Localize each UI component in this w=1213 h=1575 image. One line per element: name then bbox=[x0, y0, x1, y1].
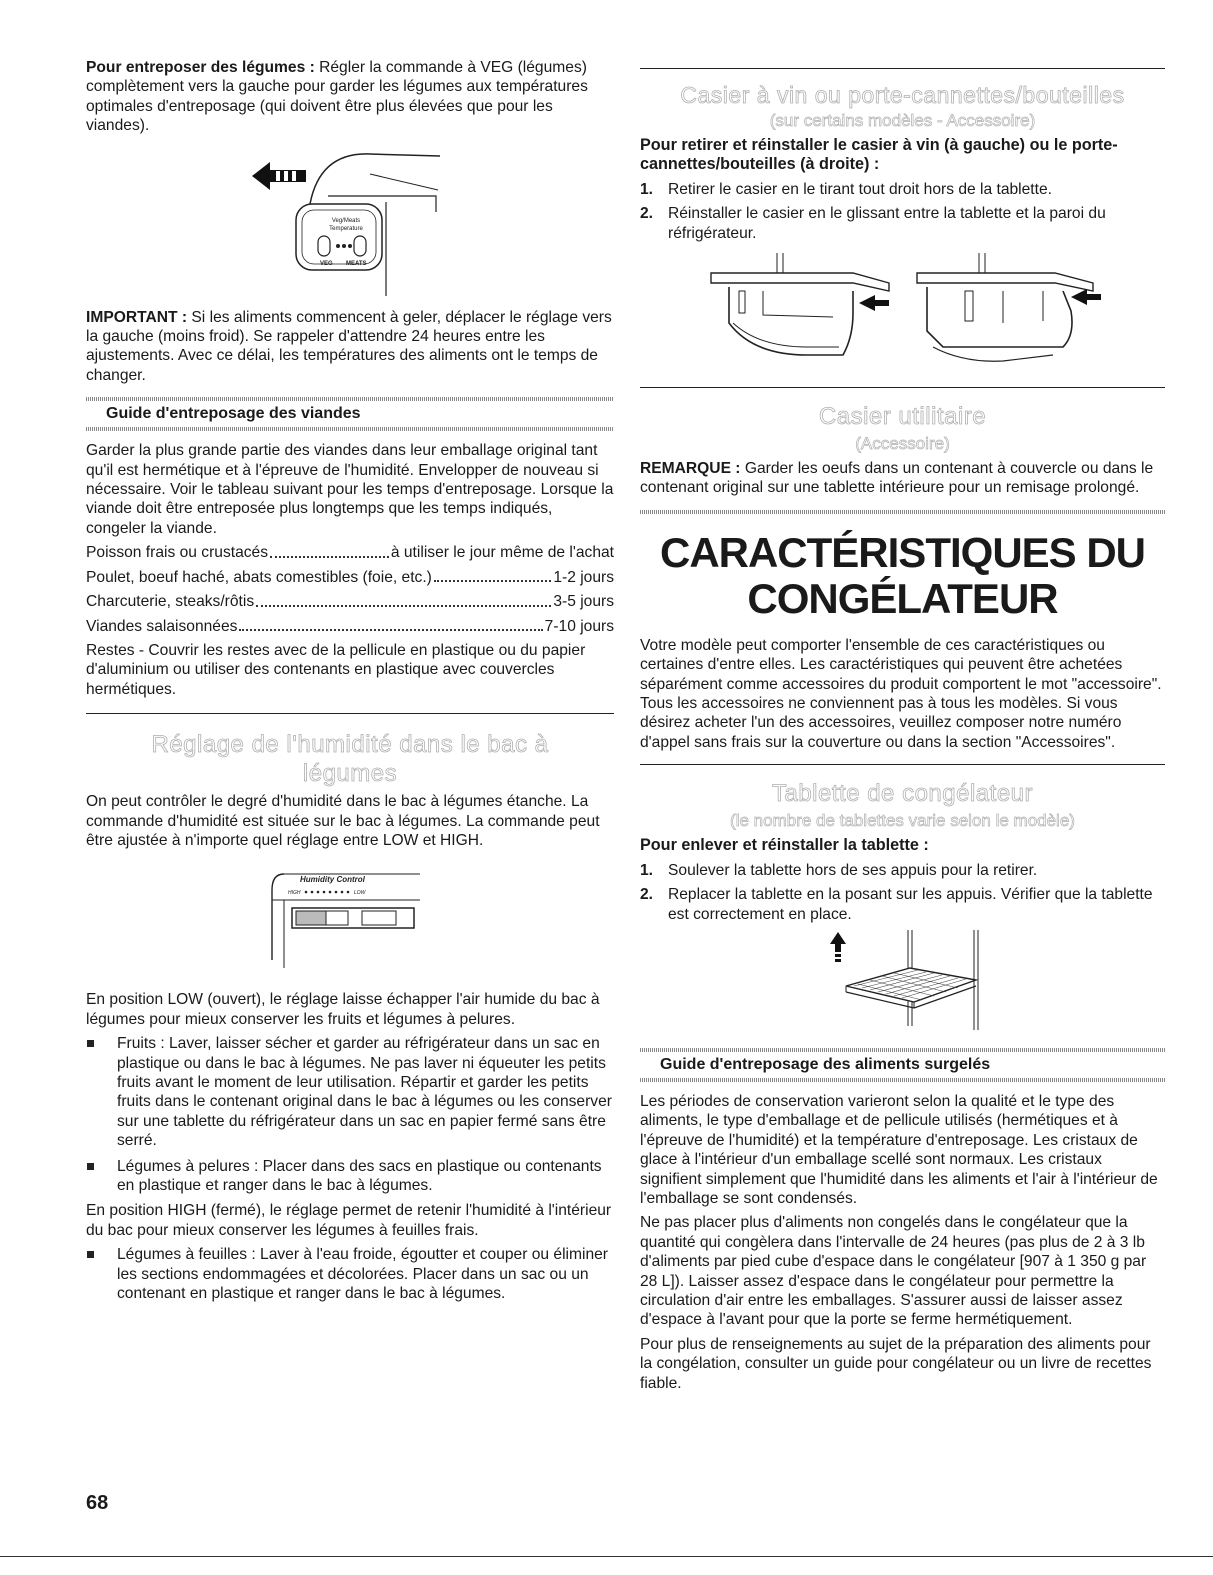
wine-rack-figure bbox=[703, 251, 1103, 377]
fig2-high: HIGH bbox=[288, 890, 301, 897]
right-column bbox=[640, 58, 1165, 1398]
humidity-text: On peut contrôler le degré d'humidité dans le bac à légumes étanche. La commande d'humidité est située sur le bac à légumes. La commande peut être ajustée à n'importe quel réglage entre LOW et HIGH. bbox=[86, 793, 600, 849]
frozen-paragraph-2: Ne pas placer plus d'aliments non congelés dans le congélateur que la quantité qui congèlera dans l'intervalle de 24 heures (pas plus de 2 à 3 lb d'aliments par pied cube d'espace dans le congélateur [907 à 1 350 g par 28 L]). Laisser assez d'espace dans le congélateur pour permettre la circulation d'air entre les emballages. S'assurer aussi de laisser assez d'espace à l'avant pour que la porte se ferme hermétiquement. bbox=[640, 1214, 1147, 1329]
arrow-icon bbox=[859, 295, 889, 311]
section-rule bbox=[640, 764, 1165, 765]
shelf-title: Tablette de congélateur bbox=[771, 780, 1033, 808]
step-text: Retirer le casier en le tirant tout droit hors de la tablette. bbox=[668, 180, 1052, 198]
meat-row-label: Viandes salaisonnées bbox=[86, 617, 238, 635]
list-item: Fruits : Laver, laisser sécher et garder au réfrigérateur dans un sac en plastique ou dans le bac à légumes. Ne pas laver ni équeuter les petits fruits avant le moment de leur utilisation. Répartir et garder les petits fruits dans le contenant original dans le bac à légumes ou les conserver sur une tablette du réfrigérateur dans un sac en papier fermé sans être serré. bbox=[86, 1034, 614, 1150]
temperature-control-illustration bbox=[250, 142, 450, 300]
low-text: En position LOW (ouvert), le réglage laisse échapper l'air humide du bac à légumes pour mieux conserver les fruits et légumes à pelures. bbox=[86, 991, 600, 1028]
veg-meat-control-figure bbox=[250, 142, 450, 300]
fig1-line2: Temperature bbox=[329, 225, 363, 232]
list-item: Légumes à feuilles : Laver à l'eau froide, égoutter et couper ou éliminer les sections endommagées et décolorées. Placer dans un sac ou un contenant en plastique et ranger dans le bac à légumes. bbox=[86, 1245, 614, 1303]
step-number: 1. bbox=[640, 180, 654, 198]
meat-row-label: Charcuterie, steaks/rôtis bbox=[86, 593, 255, 611]
meat-row-value: 7-10 jours bbox=[544, 617, 614, 635]
meat-row-value: 3-5 jours bbox=[553, 593, 614, 611]
wine-subtitle: (sur certains modèles - Accessoire) bbox=[769, 111, 1036, 130]
frozen-paragraph-3: Pour plus de renseignements au sujet de la préparation des aliments pour la congélation, consulter un guide pour congélateur ou un livre de recettes fiable. bbox=[640, 1335, 1152, 1392]
important-text: Si les aliments commencent à geler, déplacer le réglage vers la gauche (moins froid). Se rappeler d'attendre 24 heures entre les ajustements. Avec ce délai, les températures des aliments ont le temps de changer. bbox=[86, 308, 612, 384]
remark-label: REMARQUE : bbox=[640, 460, 741, 478]
fig1-line1: Veg/Meats bbox=[331, 217, 361, 224]
frozen-guide-title: Guide d'entreposage des aliments surgelés bbox=[660, 1055, 991, 1073]
up-arrow-icon bbox=[830, 932, 846, 952]
features-text: Votre modèle peut comporter l'ensemble de ces caractéristiques ou certaines d'entre elles. Les caractéristiques qui peuvent être achetées séparément comme accessoires du produit comportent le mot "accessoire". Tous les accessoires ne conviennent pas à tous les modèles. Si vous désirez acheter l'un des accessoires, veuillez composer notre numéro d'appel sans frais sur la couverture ou dans la section "Accessoires". bbox=[640, 636, 1162, 751]
meat-guide-title: Guide d'entreposage des viandes bbox=[106, 405, 361, 423]
fig1-veg: VEG bbox=[320, 260, 333, 267]
humidity-title-line1: Réglage de l'humidité dans le bac à bbox=[151, 731, 549, 759]
meat-intro: Garder la plus grande partie des viandes dans leur emballage original tant qu'il est hermétique et à l'épreuve de l'humidité. Envelopper de nouveau si nécessaire. Voir le tableau suivant pour les temps d'entreposage. Lorsque la viande doit être entreposée plus longtemps que les temps indiqués, congeler la viande. bbox=[86, 442, 614, 537]
high-text: En position HIGH (fermé), le réglage permet de retenir l'humidité à l'intérieur du bac pour mieux conserver les légumes à feuilles frais. bbox=[86, 1202, 612, 1239]
can-rack-right bbox=[917, 253, 1093, 361]
wine-title: Casier à vin ou porte-cannettes/bouteilles bbox=[680, 82, 1125, 108]
step-number: 1. bbox=[640, 861, 654, 879]
step-text: Replacer la tablette en la posant sur les appuis. Vérifier que la tablette est correctement en place. bbox=[668, 886, 1153, 923]
remark-paragraph bbox=[640, 459, 1165, 498]
humidity-control-figure bbox=[270, 860, 430, 984]
list-item bbox=[640, 885, 1165, 924]
veg-paragraph bbox=[86, 58, 614, 136]
step-text: Réinstaller le casier en le glissant entre la tablette et la paroi du réfrigérateur. bbox=[668, 205, 1106, 242]
arrow-icon bbox=[1071, 289, 1101, 305]
wine-rack-illustration bbox=[703, 251, 1103, 377]
important-label: IMPORTANT : bbox=[86, 308, 188, 326]
divider bbox=[86, 427, 614, 431]
meat-row bbox=[86, 617, 614, 636]
list-item bbox=[640, 204, 1165, 243]
section-rule bbox=[640, 68, 1165, 69]
veg-text: Régler la commande à VEG (légumes) complètement vers la gauche pour garder les légumes aux températures optimales d'entreposage (qui doivent être plus élevées que pour les viandes). bbox=[86, 59, 588, 135]
left-column bbox=[86, 58, 614, 1309]
meat-row-value: à utiliser le jour même de l'achat bbox=[390, 544, 614, 562]
veg-label: Pour entreposer des légumes : bbox=[86, 59, 315, 76]
divider bbox=[640, 1078, 1165, 1082]
low-bullets bbox=[86, 1034, 614, 1195]
leftovers-paragraph: Restes - Couvrir les restes avec de la pellicule en plastique ou du papier d'aluminium ou utiliser des contenants en plastique avec couvercles hermétiques. bbox=[86, 641, 586, 698]
shelf-heading: Pour enlever et réinstaller la tablette : bbox=[640, 836, 929, 855]
big-title-line2: CONGÉLATEUR bbox=[747, 574, 1058, 622]
bottom-rule bbox=[0, 1556, 1213, 1557]
section-rule bbox=[640, 387, 1165, 388]
list-item bbox=[640, 861, 1165, 880]
big-title-line1: CARACTÉRISTIQUES DU bbox=[659, 528, 1146, 576]
utility-title: Casier utilitaire bbox=[818, 403, 987, 431]
fig2-title: Humidity Control bbox=[300, 875, 365, 885]
shelf-steps bbox=[640, 861, 1165, 924]
meat-row bbox=[86, 568, 614, 587]
humidity-control-illustration bbox=[270, 860, 430, 984]
meat-row-value: 1-2 jours bbox=[553, 568, 614, 586]
section-heading bbox=[640, 530, 1165, 622]
remark-text: Garder les oeufs dans un contenant à couvercle ou dans le contenant original sur une tablette intérieure pour un remisage prolongé. bbox=[640, 460, 1154, 497]
section-rule bbox=[86, 713, 614, 714]
high-bullets bbox=[86, 1245, 614, 1303]
shelf-subtitle: (le nombre de tablettes varie selon le modèle) bbox=[730, 811, 1075, 831]
frozen-paragraph-1: Les périodes de conservation varieront selon la qualité et le type des aliments, le type d'emballage et de pellicule utilisés (hermétiques et à l'épreuve de l'humidité) et la température d'entreposage. Les cristaux de glace à l'intérieur d'un emballage scellé sont normaux. Les cristaux signifient simplement que l'humidité dans les aliments et l'air à l'intérieur de l'emballage se sont condensés. bbox=[640, 1092, 1158, 1207]
list-item bbox=[640, 180, 1165, 199]
meat-row-label: Poisson frais ou crustacés bbox=[86, 544, 269, 562]
freezer-shelf-figure bbox=[818, 930, 988, 1030]
step-number: 2. bbox=[640, 205, 654, 223]
humidity-title-line2: légumes bbox=[302, 760, 398, 788]
wine-steps bbox=[640, 180, 1165, 243]
list-item: Légumes à pelures : Placer dans des sacs en plastique ou contenants en plastique et ranger dans le bac à légumes. bbox=[86, 1157, 614, 1196]
fig2-low: LOW bbox=[354, 890, 366, 897]
utility-subtitle: (Accessoire) bbox=[855, 434, 950, 454]
freezer-shelf-illustration bbox=[818, 930, 988, 1030]
important-paragraph bbox=[86, 308, 614, 386]
fig1-meats: MEATS bbox=[346, 260, 367, 267]
meat-row bbox=[86, 543, 614, 562]
meat-row-label: Poulet, boeuf haché, abats comestibles (foie, etc.) bbox=[86, 568, 432, 586]
step-number: 2. bbox=[640, 886, 654, 904]
left-arrow-icon bbox=[252, 162, 306, 190]
step-text: Soulever la tablette hors de ses appuis pour la retirer. bbox=[668, 861, 1038, 879]
meat-row bbox=[86, 592, 614, 611]
page-number: 68 bbox=[86, 1492, 109, 1514]
wine-heading: Pour retirer et réinstaller le casier à vin (à gauche) ou le porte-cannettes/bouteilles (à droite) : bbox=[640, 136, 1118, 174]
divider bbox=[640, 510, 1165, 514]
